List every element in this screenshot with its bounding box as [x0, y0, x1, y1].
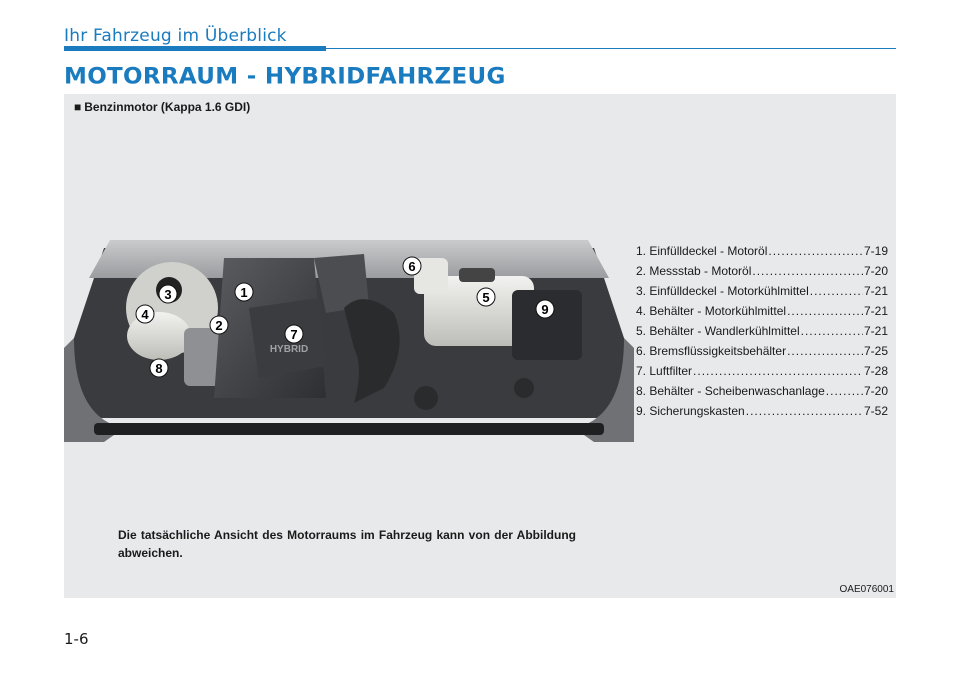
engine-bay-illustration — [64, 218, 634, 442]
svg-text:8: 8 — [155, 361, 163, 376]
svg-text:2: 2 — [215, 318, 223, 333]
page-reference: 7-21 — [863, 324, 888, 338]
panel-heading-text: Benzinmotor (Kappa 1.6 GDI) — [84, 100, 251, 114]
section-header: Ihr Fahrzeug im Überblick — [64, 26, 287, 46]
page-reference: 7-21 — [863, 304, 888, 318]
page-reference: 7-19 — [863, 244, 888, 258]
page-title: MOTORRAUM - HYBRIDFAHRZEUG — [64, 64, 506, 90]
callout-9 — [536, 300, 554, 318]
page-number: 1-6 — [64, 630, 89, 648]
page-reference: 7-20 — [863, 384, 888, 398]
list-item: 5. Behälter - Wandlerkühlmittel ..... 7-21 — [636, 321, 888, 341]
parts-list — [636, 241, 888, 421]
list-item: 9. Sicherungskasten ..... 7-52 — [636, 401, 888, 421]
page-reference: 7-52 — [863, 404, 888, 418]
callout-3 — [159, 285, 177, 303]
svg-text:6: 6 — [408, 259, 416, 274]
disclaimer-note: Die tatsächliche Ansicht des Motorraums im Fahrzeug kann von der Abbildung abweichen. — [118, 528, 576, 560]
svg-text:4: 4 — [141, 307, 149, 322]
list-item: 6. Bremsflüssigkeitsbehälter ..... 7-25 — [636, 341, 888, 361]
header-accent-bar — [64, 46, 326, 51]
list-item: 3. Einfülldeckel - Motorkühlmittel ..... 7-21 — [636, 281, 888, 301]
panel-heading — [74, 100, 250, 114]
page-reference: 7-21 — [863, 284, 888, 298]
callout-1 — [235, 283, 253, 301]
svg-text:1: 1 — [240, 285, 248, 300]
square-bullet-icon: ■ — [74, 100, 82, 114]
list-item: 7. Luftfilter ..... 7-28 — [636, 361, 888, 381]
image-code: OAE076001 — [839, 584, 894, 595]
list-item: 8. Behälter - Scheibenwaschanlage ..... 7-20 — [636, 381, 888, 401]
page-reference: 7-25 — [863, 344, 888, 358]
callout-4 — [136, 305, 154, 323]
callout-8 — [150, 359, 168, 377]
callout-5 — [477, 288, 495, 306]
callout-2 — [210, 316, 228, 334]
svg-text:9: 9 — [541, 302, 549, 317]
page-reference: 7-20 — [863, 264, 888, 278]
callout-6 — [403, 257, 421, 275]
list-item: 2. Messstab - Motoröl ..... 7-20 — [636, 261, 888, 281]
svg-text:7: 7 — [290, 327, 298, 342]
svg-text:3: 3 — [164, 287, 172, 302]
page-reference: 7-28 — [863, 364, 888, 378]
header-rule — [326, 48, 896, 49]
list-item: 4. Behälter - Motorkühlmittel ..... 7-21 — [636, 301, 888, 321]
engine-cover-engraving: HYBRID — [269, 344, 309, 355]
svg-text:5: 5 — [482, 290, 490, 305]
list-item: 1. Einfülldeckel - Motoröl ..... 7-19 — [636, 241, 888, 261]
callout-7 — [285, 325, 303, 343]
